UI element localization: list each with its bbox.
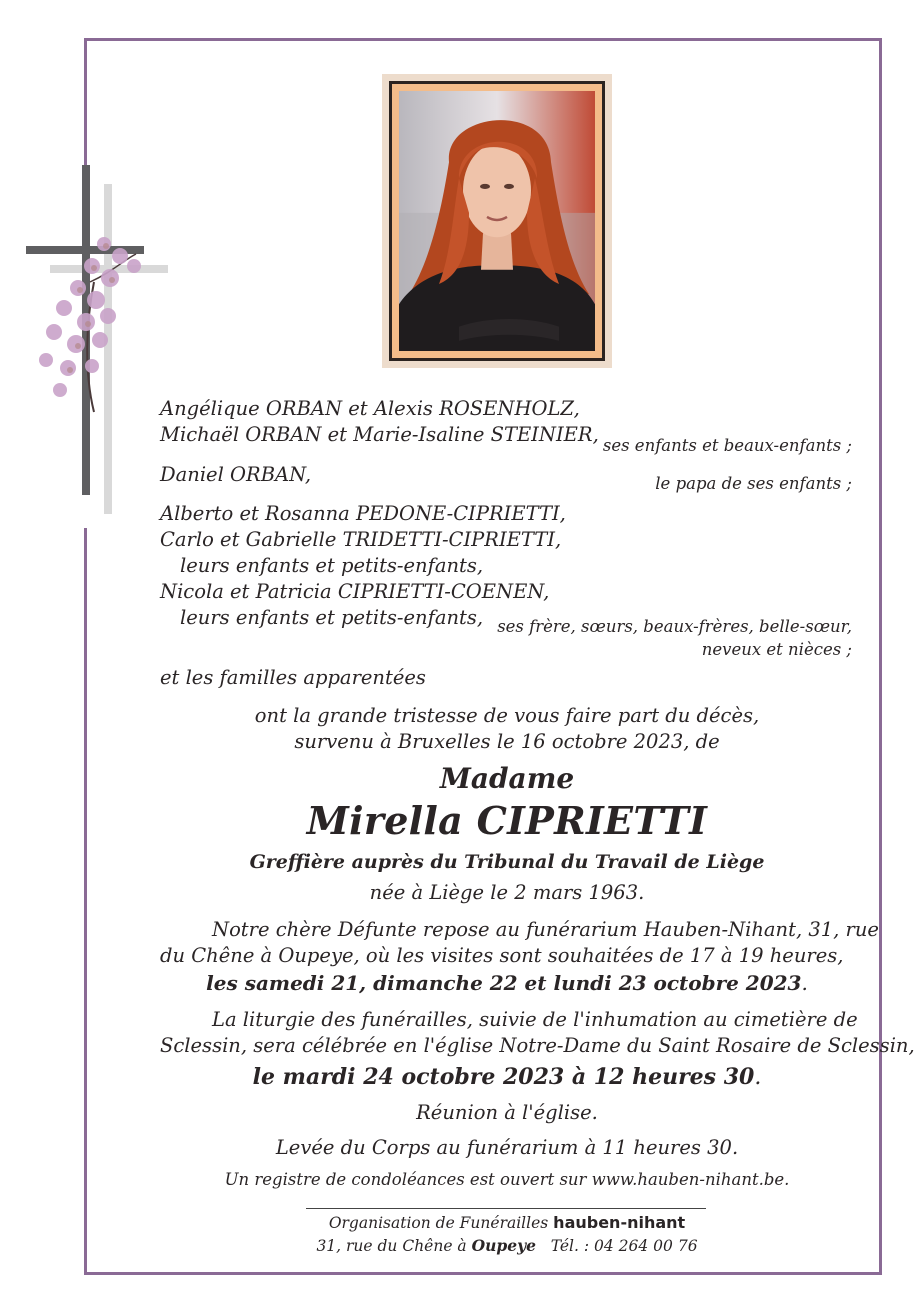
relation-label: ses enfants et beaux-enfants ;	[602, 436, 852, 455]
condolence-registry: Un registre de condoléances est ouvert sur www.hauben-nihant.be.	[224, 1170, 790, 1189]
family-line: Carlo et Gabrielle TRIDETTI-CIPRIETTI,	[160, 528, 562, 551]
portrait-photo	[399, 91, 595, 351]
organizer-line: Organisation de Funérailles hauben-nihant	[328, 1213, 686, 1232]
relation-label: neveux et nièces ;	[701, 640, 852, 659]
funeral-text: La liturgie des funérailles, suivie de l'inhumation au cimetière de	[212, 1008, 858, 1031]
departure-info: Levée du Corps au funérarium à 11 heures 30.	[275, 1136, 739, 1159]
relation-label: le papa de ses enfants ;	[655, 474, 852, 493]
address-line: 31, rue du Chêne à Oupeye Tél. : 04 264 00 76	[316, 1236, 698, 1255]
visit-text: Notre chère Défunte repose au funérarium Hauben-Nihant, 31, rue	[212, 918, 879, 941]
deceased-title: Madame	[439, 762, 575, 795]
family-line: leurs enfants et petits-enfants,	[180, 606, 484, 629]
cross-with-flowers-icon	[24, 162, 174, 522]
deceased-name: Mirella CIPRIETTI	[306, 798, 708, 843]
family-line: Alberto et Rosanna PEDONE-CIPRIETTI,	[160, 502, 566, 525]
announcement-line: ont la grande tristesse de vous faire part du décès,	[254, 704, 760, 727]
visit-text: du Chêne à Oupeye, où les visites sont souhaitées de 17 à 19 heures,	[160, 944, 844, 967]
funeral-text: Sclessin, sera célébrée en l'église Notre-Dame du Saint Rosaire de Sclessin,	[160, 1034, 915, 1057]
funeral-date: le mardi 24 octobre 2023 à 12 heures 30.	[252, 1064, 762, 1090]
relation-label: ses frère, sœurs, beaux-frères, belle-sœur,	[497, 617, 852, 636]
meeting-info: Réunion à l'église.	[416, 1101, 598, 1124]
family-line: et les familles apparentées	[160, 666, 426, 689]
footer-divider	[306, 1208, 706, 1209]
family-line: Michaël ORBAN et Marie-Isaline STEINIER,	[160, 423, 599, 446]
birth-info: née à Liège le 2 mars 1963.	[369, 881, 645, 904]
announcement-line: survenu à Bruxelles le 16 octobre 2023, de	[294, 730, 720, 753]
portrait-frame	[382, 74, 612, 368]
visit-dates: les samedi 21, dimanche 22 et lundi 23 octobre 2023.	[206, 971, 808, 995]
deceased-function: Greffière auprès du Tribunal du Travail de Liège	[249, 851, 765, 873]
family-line: Nicola et Patricia CIPRIETTI-COENEN,	[160, 580, 550, 603]
brand-logo: hauben-nihant	[553, 1213, 686, 1232]
family-line: Daniel ORBAN,	[160, 463, 312, 486]
family-line: Angélique ORBAN et Alexis ROSENHOLZ,	[160, 397, 580, 420]
family-line: leurs enfants et petits-enfants,	[180, 554, 484, 577]
